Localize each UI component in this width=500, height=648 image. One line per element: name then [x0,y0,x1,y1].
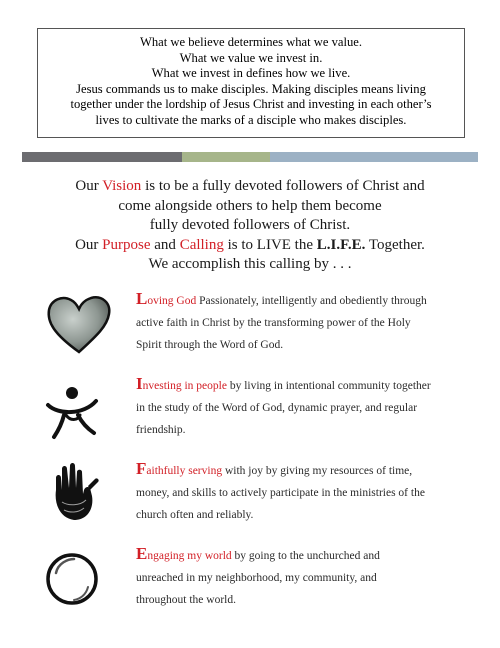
item-heading: nvesting in people [142,380,227,392]
item-body: by living in intentional community together [226,380,431,392]
item-initial: I [136,374,143,393]
item-text [136,543,476,611]
item-body: by going to the unchurched and [231,550,380,562]
color-bar-dark-segment [22,152,182,162]
item-text [136,288,476,356]
color-bar-blue-segment [270,152,478,162]
color-bar-green-segment [182,152,270,162]
mission-line-4 [20,236,480,256]
mission-line-2: come alongside others to help them become [118,197,382,214]
person-embrace-icon [44,385,100,446]
item-body: in the study of the Word of God, dynamic prayer, and regular [136,402,418,414]
item-initial: F [136,459,147,478]
item-body: active faith in Christ by the transforming power of the Holy [136,317,411,329]
item-initial: L [136,289,148,308]
heart-icon [44,294,114,361]
mission-text: is to be a fully devoted followers of Christ and [141,178,425,194]
mission-text: Our [75,178,103,194]
globe-icon [44,551,100,612]
purpose-word: Purpose [102,236,151,253]
item-body: money, and skills to actively participate in the ministries of the [136,487,425,499]
intro-line: What we value we invest in. [179,50,323,65]
item-text [136,458,476,526]
item-body: with joy by giving my resources of time, [222,465,413,477]
mission-statement [20,177,480,275]
item-initial: E [136,544,148,563]
calling-word: Calling [179,236,224,253]
life-acronym: L.I.F.E. [316,236,366,253]
mission-text: is to LIVE the [223,236,317,253]
mission-text: and [150,236,180,253]
item-body: unreached in my neighborhood, my community, and [136,572,377,584]
item-heading: ngaging my world [147,550,232,562]
mission-text: Our [75,236,103,253]
item-heading: aithfully serving [146,465,223,477]
item-body: friendship. [136,424,186,436]
intro-box [37,28,465,138]
item-body: Spirit through the Word of God. [136,339,284,351]
intro-line: What we invest in defines how we live. [151,66,351,81]
mission-line-1 [20,177,480,197]
item-body: church often and reliably. [136,509,254,521]
intro-line: together under the lordship of Jesus Christ and investing in each other’s [70,97,432,112]
vision-word: Vision [102,178,142,194]
intro-line: Jesus commands us to make disciples. Making disciples means living [76,81,426,96]
mission-line-5: We accomplish this calling by . . . [148,256,352,272]
intro-line: What we believe determines what we value. [139,35,363,49]
intro-line: lives to cultivate the marks of a disciple who makes disciples. [95,112,407,127]
item-heading: oving God [147,295,197,307]
item-body: Passionately, intelligently and obediently through [196,295,427,307]
item-text [136,373,476,441]
mission-line-3: fully devoted followers of Christ. [149,217,351,233]
mission-text: Together. [365,236,425,253]
item-body: throughout the world. [136,594,236,606]
hand-print-icon [40,460,100,527]
